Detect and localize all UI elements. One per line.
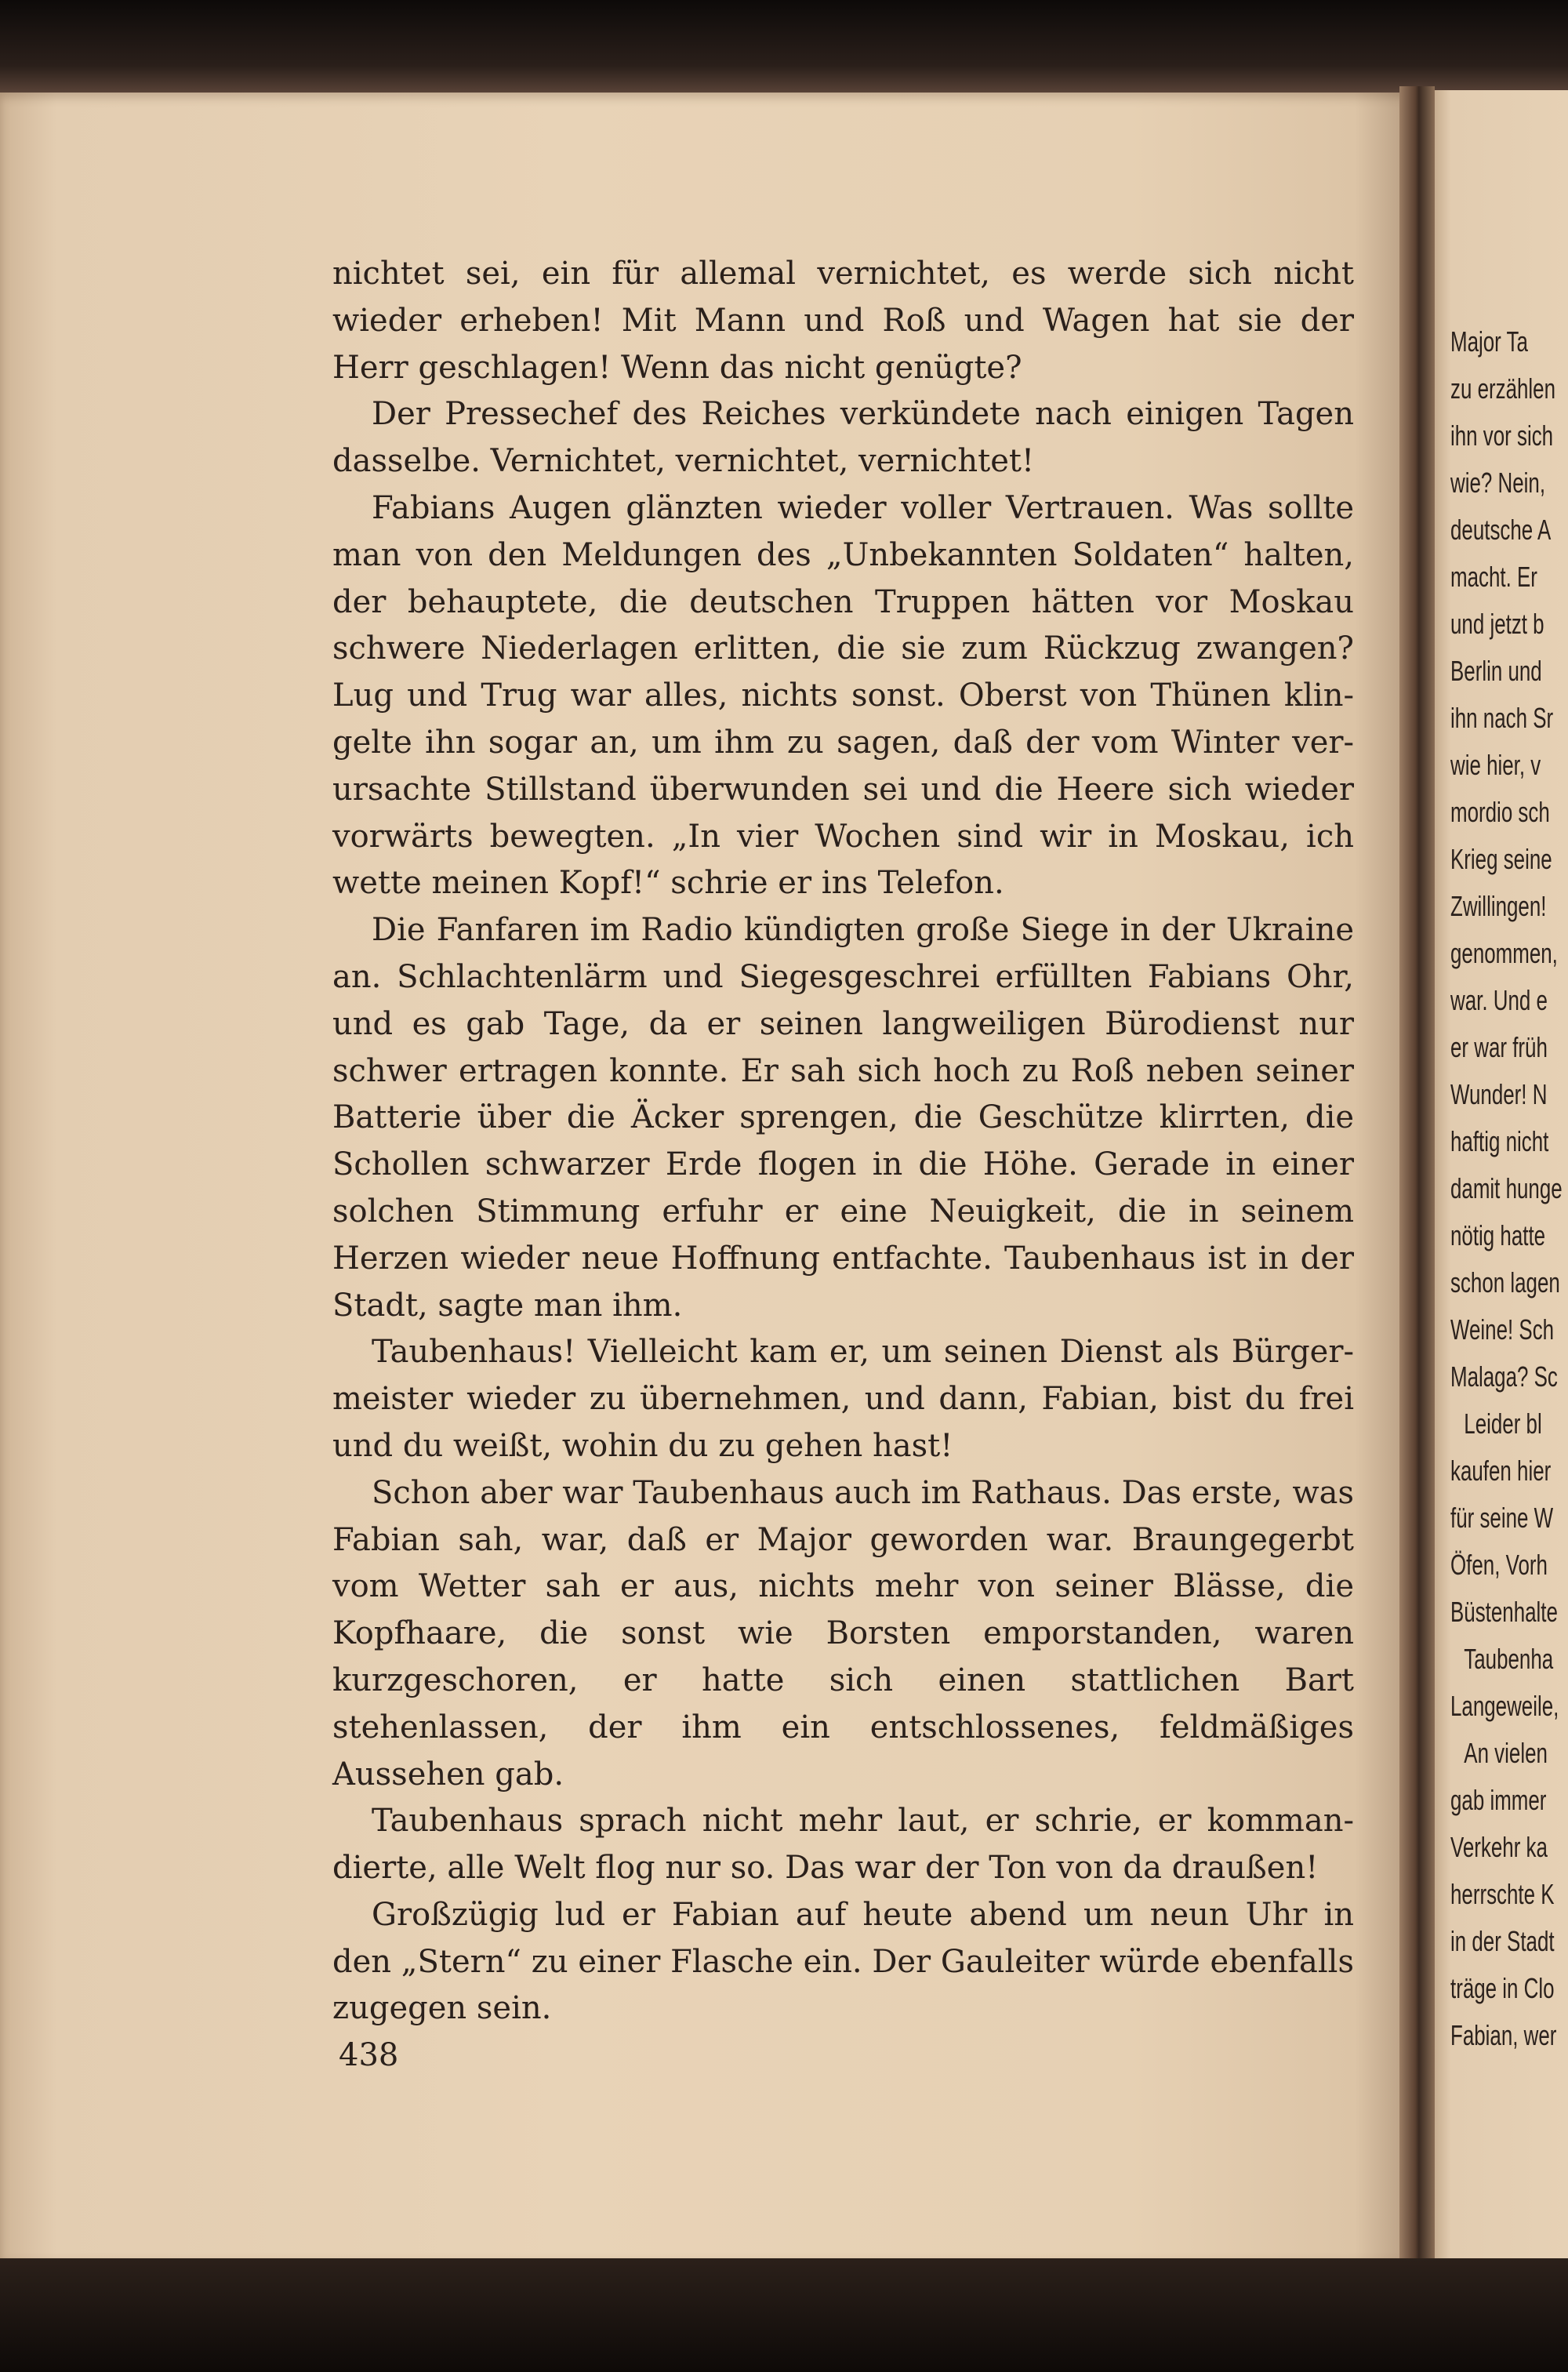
- paragraph: Taubenhaus! Vielleicht kam er, um seinen Dienst als Bürgermeister wieder zu übernehmen, und dann, Fabian, bist du frei und du weißt, wohin du zu gehen hast!: [332, 1334, 1354, 1464]
- right-page-line: nötig hatte: [1450, 1219, 1546, 1251]
- right-page-line: Öfen, Vorh: [1450, 1549, 1548, 1581]
- paragraph: Großzügig lud er Fabian auf heute abend um neun Uhr in den „Stern“ zu einer Flasche ein. Der Gauleiter würde ebenfalls zugegen sein.: [332, 1896, 1354, 2027]
- right-page-line: Zwillingen!: [1450, 890, 1547, 922]
- right-page-line: Wunder! N: [1450, 1078, 1548, 1110]
- right-page-line: Büstenhalte: [1450, 1596, 1558, 1628]
- right-page-line: träge in Clo: [1450, 1972, 1555, 2004]
- paragraph: Fabians Augen glänzten wieder voller Vertrauen. Was sollte man von den Meldungen des „Unbekannten Soldaten“ halten, der behauptete, die deutschen Truppen hätten vor Moskau schwere Niederlagen erlitten, die sie zum Rückzug zwangen? Lug und Trug war alles, nichts sonst. Oberst von Thünen klingelte ihn sogar an, um ihm zu sagen, daß der vom Winter verursachte Stillstand überwunden sei und die Heere sich wieder vorwärts bewegten. „In vier Wochen sind wir in Moskau, ich wette meinen Kopf!“ schrie er ins Telefon.: [332, 489, 1354, 902]
- right-page-line: wie hier, v: [1450, 749, 1541, 781]
- right-page-line: Leider bl: [1464, 1408, 1542, 1440]
- paragraph: Schon aber war Taubenhaus auch im Rathaus. Das erste, was Fabian sah, war, daß er Major geworden war. Braungegerbt vom Wetter sah er aus, nichts mehr von seiner Blässe, die Kopfhaare, die sonst wie Borsten emporstanden, waren kurzgeschoren, er hatte sich einen stattlichen Bart stehenlassen, der ihm ein entschlossenes, feldmäßiges Aussehen gab.: [332, 1474, 1354, 1793]
- right-page-line: ihn vor sich: [1450, 420, 1554, 452]
- right-page-line: genommen,: [1450, 937, 1558, 969]
- right-page-line: schon lagen: [1450, 1266, 1560, 1299]
- right-page-line: für seine W: [1450, 1502, 1554, 1534]
- right-page-line: er war früh: [1450, 1031, 1548, 1063]
- right-page-line: Major Ta: [1450, 325, 1528, 358]
- paragraph: Taubenhaus sprach nicht mehr laut, er schrie, er kommandierte, alle Welt flog nur so. Das war der Ton von da draußen!: [332, 1803, 1354, 1887]
- right-page-line: macht. Er: [1450, 561, 1537, 593]
- right-page-line: Krieg seine: [1450, 843, 1552, 875]
- paragraph: Der Pressechef des Reiches verkündete nach einigen Tagen dasselbe. Vernichtet, vernichtet, vernichtet!: [332, 396, 1354, 480]
- right-page-line: Malaga? Sc: [1450, 1360, 1558, 1393]
- right-page-line: Fabian, wer: [1450, 2019, 1557, 2051]
- right-page-line: Taubenha: [1464, 1643, 1554, 1675]
- page-number: 438: [339, 2037, 399, 2073]
- right-page-line: gab immer: [1450, 1784, 1547, 1816]
- bottom-shadow-edge: [0, 2258, 1568, 2372]
- right-page-line: Langeweile,: [1450, 1690, 1559, 1722]
- right-page-line: haftig nicht: [1450, 1125, 1549, 1157]
- top-shadow-edge: [0, 0, 1568, 94]
- right-page-line: kaufen hier: [1450, 1455, 1552, 1487]
- right-page-line: in der Stadt: [1450, 1925, 1555, 1957]
- right-page-line: An vielen: [1464, 1737, 1548, 1769]
- paragraph: Die Fanfaren im Radio kündigten große Siege in der Ukraine an. Schlachtenlärm und Siegesgeschrei erfüllten Fabians Ohr, und es gab Tage, da er seinen langweiligen Bürodienst nur schwer ertragen konnte. Er sah sich hoch zu Roß neben seiner Batterie über die Äcker sprengen, die Geschütze klirrten, die Schollen schwarzer Erde flogen in die Höhe. Gerade in einer solchen Stimmung erfuhr er eine Neuigkeit, die in seinem Herzen wieder neue Hoffnung entfachte. Taubenhaus ist in der Stadt, sagte man ihm.: [332, 912, 1354, 1324]
- right-page-line: Berlin und: [1450, 655, 1542, 687]
- right-page-line: mordio sch: [1450, 796, 1550, 828]
- paragraph: nichtet sei, ein für allemal vernichtet, es werde sich nicht wieder erheben! Mit Mann und Roß und Wagen hat sie der Herr geschlagen! Wenn das nicht genügte?: [332, 256, 1354, 386]
- right-page-partial: [1435, 90, 1568, 2278]
- right-page-line: deutsche A: [1450, 514, 1552, 546]
- right-page-line: damit hunge: [1450, 1172, 1563, 1204]
- left-page-text-block: [332, 251, 1354, 2032]
- right-page-line: herrschte K: [1450, 1878, 1555, 1910]
- right-page-line: ihn nach Sr: [1450, 702, 1554, 734]
- right-page-line: zu erzählen: [1450, 372, 1556, 405]
- right-page-line: Weine! Sch: [1450, 1313, 1555, 1346]
- right-page-line: wie? Nein,: [1450, 467, 1546, 499]
- right-page-line: Verkehr ka: [1450, 1831, 1548, 1863]
- right-page-line: und jetzt b: [1450, 608, 1544, 640]
- book-gutter: [1399, 86, 1435, 2266]
- right-page-line: war. Und e: [1450, 984, 1548, 1016]
